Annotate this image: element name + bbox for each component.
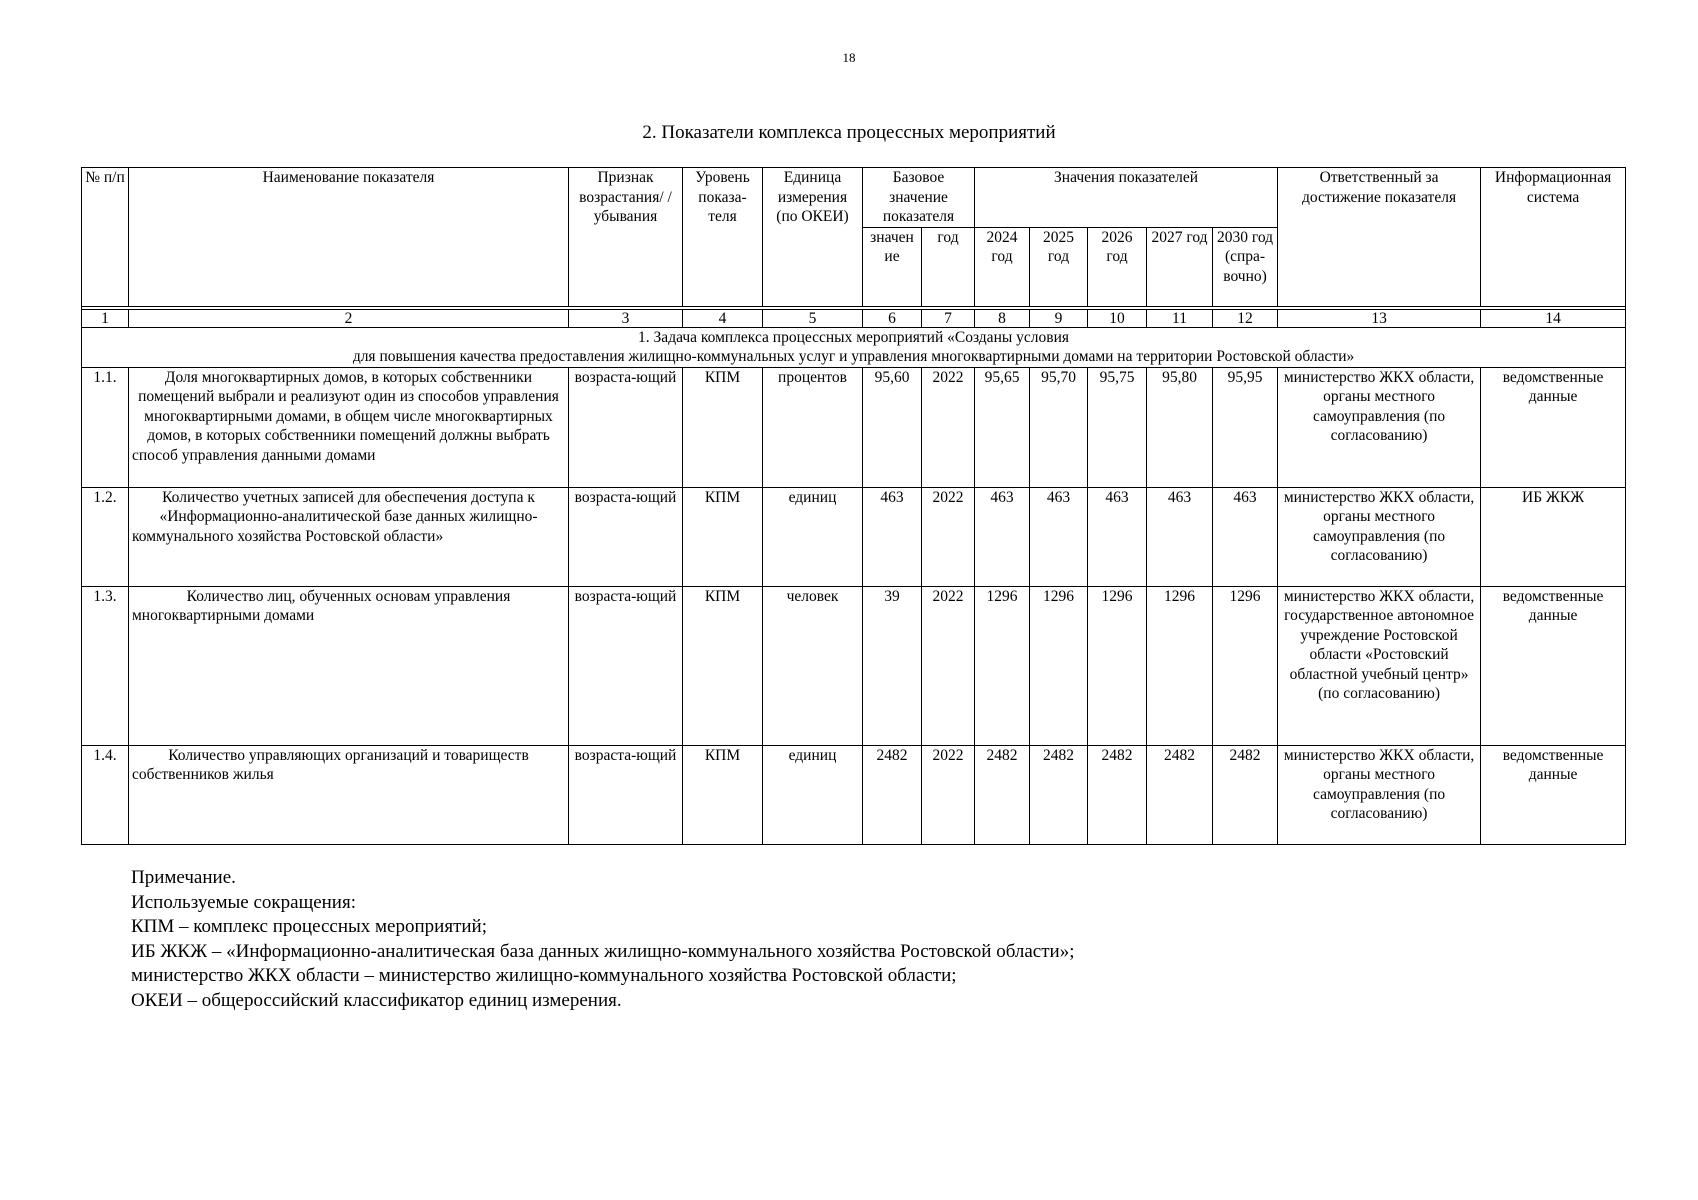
task-row [82,327,1626,367]
header-2030: 2030 год (спра-вочно) [1213,227,1278,306]
column-number: 7 [922,309,975,327]
trend-cell: возраста-ющий [569,745,683,844]
value-2030-cell: 1296 [1213,586,1278,745]
table-row [82,586,1626,745]
value-2027-cell: 2482 [1147,745,1213,844]
column-number: 8 [975,309,1030,327]
base-value-cell: 95,60 [863,367,922,487]
trend-cell: возраста-ющий [569,487,683,586]
column-number: 5 [763,309,863,327]
column-numbers-row [82,309,1626,327]
value-2025-cell: 463 [1030,487,1088,586]
system-cell: ведомственные данные [1481,367,1626,487]
unit-cell: единиц [763,487,863,586]
row-number: 1.2. [82,487,129,586]
task-line-2: для повышения качества предоставления жилищно-коммунальных услуг и управления многоквартирными домами на территории Ростовской области» [352,348,1355,365]
value-2024-cell: 2482 [975,745,1030,844]
indicator-name: Доля многоквартирных домов, в которых собственники помещений выбрали и реализуют один из способов управления многоквартирными домами, в общем числе многоквартирных домов, в которых собственники помещений должны выбрать способ управления данными домами [129,367,569,487]
column-number: 11 [1147,309,1213,327]
responsible-cell: министерство ЖКХ области, органы местного самоуправления (по согласованию) [1278,745,1481,844]
header-level: Уровень показа-теля [683,168,763,307]
indicator-name: Количество лиц, обученных основам управления многоквартирными домами [129,586,569,745]
level-cell: КПМ [683,487,763,586]
value-2027-cell: 95,80 [1147,367,1213,487]
notes-title: Примечание. [131,867,236,888]
column-number: 9 [1030,309,1088,327]
column-number: 10 [1088,309,1147,327]
header-name: Наименование показателя [129,168,569,307]
page-title: 2. Показатели комплекса процессных мероприятий [642,122,1056,143]
value-2026-cell: 463 [1088,487,1147,586]
value-2030-cell: 2482 [1213,745,1278,844]
value-2024-cell: 1296 [975,586,1030,745]
system-cell: ИБ ЖКЖ [1481,487,1626,586]
header-base-value: значен ие [863,227,922,306]
header-row-1 [82,168,1626,228]
header-2024: 2024 год [975,227,1030,306]
level-cell: КПМ [683,745,763,844]
unit-cell: человек [763,586,863,745]
header-system: Информационная система [1481,168,1626,307]
header-2027: 2027 год [1147,227,1213,306]
abbreviation-line: ОКЕИ – общероссийский классификатор единиц измерения. [131,989,622,1011]
column-number: 2 [129,309,569,327]
value-2027-cell: 463 [1147,487,1213,586]
abbreviation-line: КПМ – комплекс процессных мероприятий; [131,916,487,937]
value-2025-cell: 2482 [1030,745,1088,844]
system-cell: ведомственные данные [1481,586,1626,745]
unit-cell: единиц [763,745,863,844]
header-base: Базовое значение показателя [863,168,975,228]
column-number: 14 [1481,309,1626,327]
column-number: 3 [569,309,683,327]
unit-cell: процентов [763,367,863,487]
table-row [82,487,1626,586]
base-year-cell: 2022 [922,487,975,586]
base-year-cell: 2022 [922,745,975,844]
task-heading [82,327,1626,367]
column-number: 1 [82,309,129,327]
responsible-cell: министерство ЖКХ области, государственное автономное учреждение Ростовской области «Ростовский областной учебный центр» (по согласованию) [1278,586,1481,745]
value-2030-cell: 463 [1213,487,1278,586]
value-2024-cell: 95,65 [975,367,1030,487]
trend-cell: возраста-ющий [569,367,683,487]
value-2030-cell: 95,95 [1213,367,1278,487]
value-2025-cell: 1296 [1030,586,1088,745]
value-2027-cell: 1296 [1147,586,1213,745]
responsible-cell: министерство ЖКХ области, органы местного самоуправления (по согласованию) [1278,487,1481,586]
abbreviation-line: ИБ ЖКЖ – «Информационно-аналитическая база данных жилищно-коммунального хозяйства Ростовской области»; [131,940,1075,962]
value-2026-cell: 95,75 [1088,367,1147,487]
value-2026-cell: 1296 [1088,586,1147,745]
task-line-1: 1. Задача комплекса процессных мероприятий «Созданы условия [638,328,1070,346]
header-responsible: Ответственный за достижение показателя [1278,168,1481,307]
indicators-table [81,167,1626,845]
value-2026-cell: 2482 [1088,745,1147,844]
level-cell: КПМ [683,586,763,745]
notes-section [131,866,1591,1013]
header-base-year: год [922,227,975,306]
column-number: 12 [1213,309,1278,327]
page-number: 18 [842,50,856,65]
level-cell: КПМ [683,367,763,487]
header-values: Значения показателей [975,168,1278,228]
value-2024-cell: 463 [975,487,1030,586]
indicator-name: Количество управляющих организаций и товариществ собственников жилья [129,745,569,844]
row-number: 1.3. [82,586,129,745]
table-row [82,745,1626,844]
base-year-cell: 2022 [922,367,975,487]
header-no: № п/п [82,168,129,307]
header-2025: 2025 год [1030,227,1088,306]
indicator-name: Количество учетных записей для обеспечения доступа к «Информационно-аналитической базе данных жилищно-коммунального хозяйства Ростовской области» [129,487,569,586]
abbreviation-line: министерство ЖКХ области – министерство жилищно-коммунального хозяйства Ростовской области; [131,965,957,986]
base-value-cell: 463 [863,487,922,586]
trend-cell: возраста-ющий [569,586,683,745]
base-year-cell: 2022 [922,586,975,745]
base-value-cell: 2482 [863,745,922,844]
header-2026: 2026 год [1088,227,1147,306]
responsible-cell: министерство ЖКХ области, органы местного самоуправления (по согласованию) [1278,367,1481,487]
header-trend: Признак возрастания/ /убывания [569,168,683,307]
abbreviations-title: Используемые сокращения: [131,891,356,913]
row-number: 1.4. [82,745,129,844]
column-number: 4 [683,309,763,327]
value-2025-cell: 95,70 [1030,367,1088,487]
row-number: 1.1. [82,367,129,487]
table-row [82,367,1626,487]
header-unit: Единица измерения (по ОКЕИ) [763,168,863,307]
system-cell: ведомственные данные [1481,745,1626,844]
column-number: 13 [1278,309,1481,327]
column-number: 6 [863,309,922,327]
base-value-cell: 39 [863,586,922,745]
